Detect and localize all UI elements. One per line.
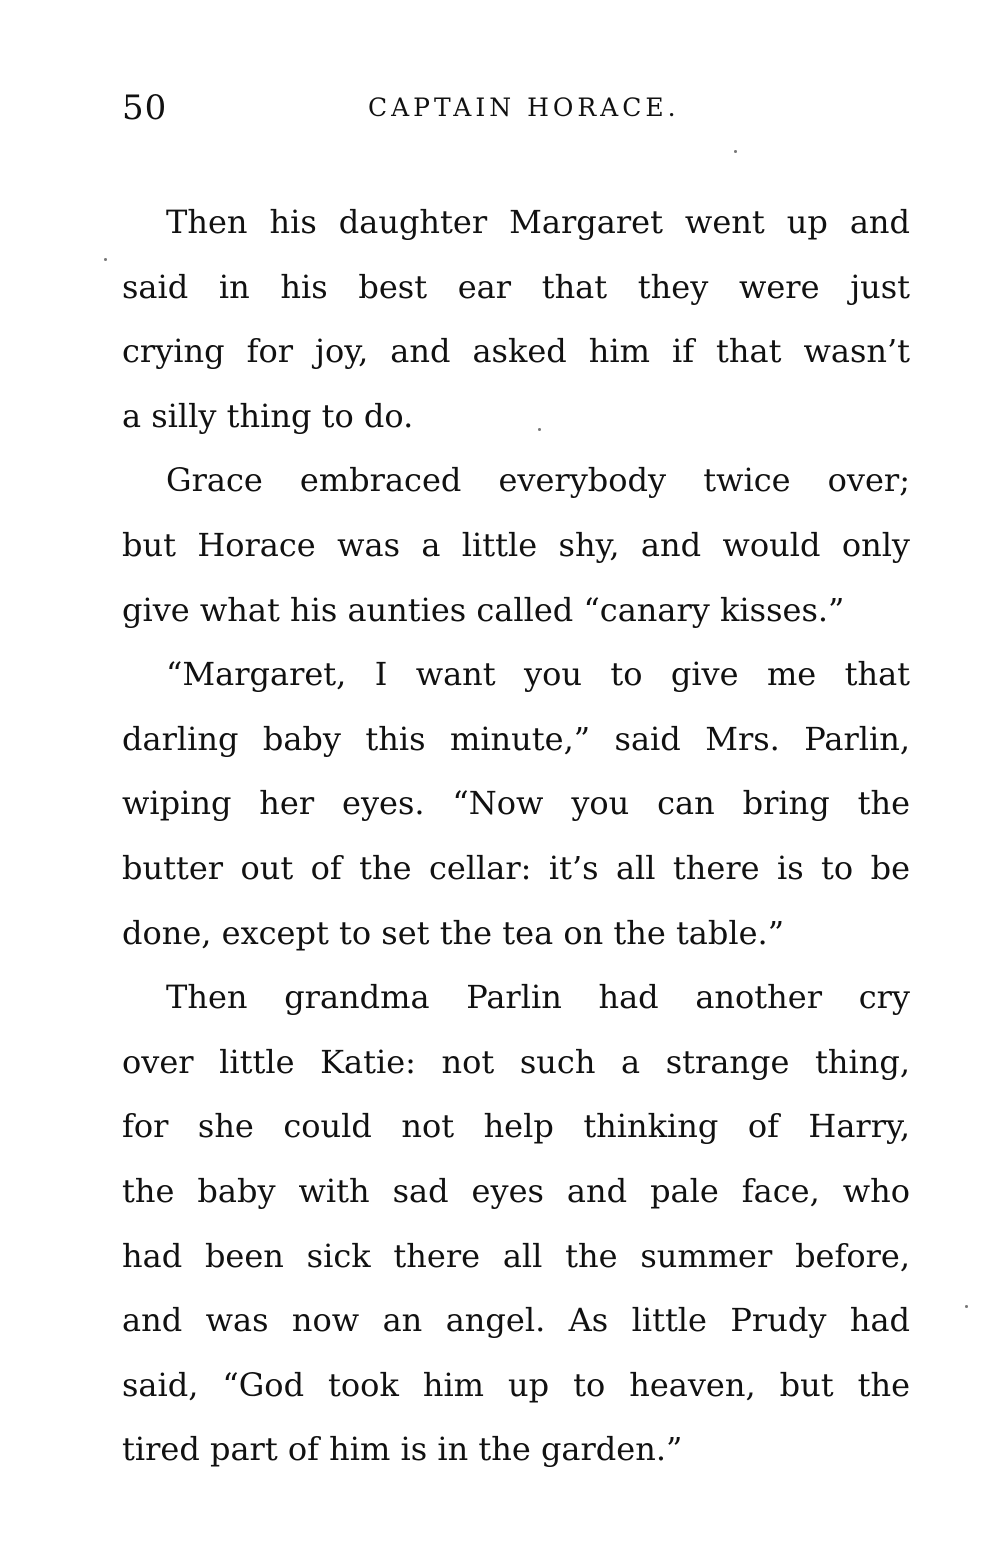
text-line: butter out of the cellar: it’s all there is to be bbox=[122, 848, 910, 887]
running-head: CAPTAIN HORACE. bbox=[368, 93, 680, 122]
text-line: had been sick there all the summer before, bbox=[122, 1236, 910, 1275]
text-line: wiping her eyes. “Now you can bring the bbox=[122, 784, 910, 823]
text-line: for she could not help thinking of Harry, bbox=[122, 1107, 910, 1146]
text-line: the baby with sad eyes and pale face, who bbox=[122, 1171, 910, 1210]
paragraph-1 bbox=[122, 190, 910, 448]
text-line: over little Katie: not such a strange thing, bbox=[122, 1042, 910, 1081]
paper-speck bbox=[538, 428, 541, 431]
body-text bbox=[122, 190, 910, 1482]
text-line: darling baby this minute,” said Mrs. Parlin, bbox=[122, 719, 910, 758]
paper-speck bbox=[965, 1305, 968, 1308]
page-header bbox=[122, 86, 912, 130]
text-line: done, except to set the tea on the table.” bbox=[122, 913, 785, 952]
paragraph-2 bbox=[122, 448, 910, 642]
text-line: Then grandma Parlin had another cry bbox=[166, 978, 910, 1017]
text-line: “Margaret, I want you to give me that bbox=[166, 655, 910, 694]
paragraph-4 bbox=[122, 965, 910, 1482]
text-line: give what his aunties called “canary kisses.” bbox=[122, 590, 845, 629]
text-line: tired part of him is in the garden.” bbox=[122, 1430, 683, 1469]
text-line: and was now an angel. As little Prudy had bbox=[122, 1301, 910, 1340]
page-number: 50 bbox=[122, 88, 168, 128]
text-line: Grace embraced everybody twice over; bbox=[166, 461, 910, 500]
paper-speck bbox=[104, 258, 107, 261]
text-line: said in his best ear that they were just bbox=[122, 267, 910, 306]
paragraph-3 bbox=[122, 642, 910, 965]
text-line: but Horace was a little shy, and would only bbox=[122, 525, 910, 564]
paper-speck bbox=[734, 150, 737, 153]
text-line: Then his daughter Margaret went up and bbox=[166, 203, 910, 241]
text-line: crying for joy, and asked him if that wasn’t bbox=[122, 332, 910, 371]
text-line: a silly thing to do. bbox=[122, 396, 414, 435]
text-line: said, “God took him up to heaven, but the bbox=[122, 1365, 910, 1404]
